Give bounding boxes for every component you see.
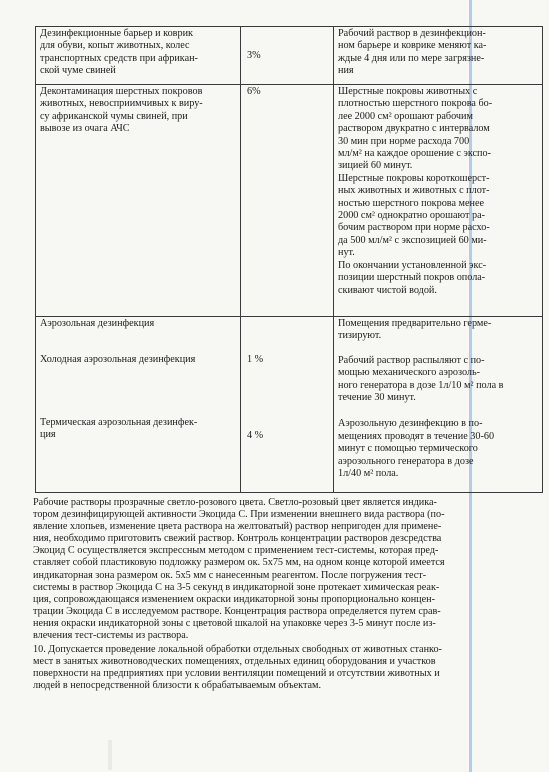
body-text [33, 497, 538, 693]
object-cell [36, 317, 241, 493]
concentration-value: 6% [247, 86, 261, 97]
text-line: людей в непосредственной близости к обрабатываемым объектам. [33, 680, 322, 692]
disinfection-table [35, 26, 543, 493]
text-line: нут. [338, 247, 355, 259]
method-cell [334, 27, 543, 85]
text-line: да 500 мл/м² с экспозицией 60 ми- [338, 234, 487, 246]
text-line: ного генератора в дозе 1л/10 м² пола в [338, 379, 504, 391]
object-cell [36, 27, 241, 85]
concentration-cell [241, 27, 334, 85]
text-line: трации Экоцида С в исследуемом растворе. Концентрация раствора определяется путем срав- [33, 605, 441, 617]
table-row [36, 27, 543, 85]
text-line: аэрозольного генератора в дозе [338, 455, 474, 467]
text-line: Рабочий раствор в дезинфекцион- [338, 28, 486, 39]
text-line: зицией 60 минут. [338, 160, 413, 172]
text-line: 10. Допускается проведение локальной обработки отдельных свободных от животных станко- [33, 644, 442, 656]
text-line: раствором двукратно с интервалом [338, 123, 490, 135]
table-row [36, 317, 543, 493]
text-line: ных животных и животных с плот- [338, 185, 490, 197]
text-line: мощью механического аэрозоль- [338, 367, 481, 379]
text-line: Экоцид С осуществляется экспрессным методом с применением тест-системы, которая пред- [33, 545, 439, 557]
object-cell [36, 85, 241, 317]
text-line: поверхности на предприятиях при условии вентиляции помещений и отсутствии животных и [33, 668, 440, 680]
text-line: влечения тест-системы из раствора. [33, 630, 189, 642]
concentration-cell [241, 317, 334, 493]
text-line: ставляет собой пластиковую подложку размером ок. 5x75 мм, на одном конце которой имеется [33, 557, 445, 569]
scan-mark [108, 740, 112, 770]
text-line: су африканской чумы свиней, при [40, 110, 188, 122]
text-line: скивают чистой водой. [338, 284, 437, 296]
text-line: ской чуме свиней [40, 65, 116, 77]
text-line: для обуви, копыт животных, колес [40, 40, 190, 52]
text-line: животных, невосприимчивых к виру- [40, 98, 203, 110]
text-line: вывозе из очага АЧС [40, 123, 130, 135]
method-cell [334, 85, 543, 317]
text-line: мест в занятых животноводческих помещениях, отдельных единиц оборудования и участков [33, 656, 436, 668]
text-line: ном барьере и коврике меняют ка- [338, 40, 487, 52]
text-line: Шерстные покровы животных с [338, 86, 478, 97]
concentration-value: 4 % [247, 430, 264, 442]
text-line: Деконтаминация шерстных покровов [40, 86, 203, 97]
text-line: Дезинфекционные барьер и коврик [40, 28, 193, 39]
text-line: Аэрозольную дезинфекцию в по- [338, 418, 483, 430]
text-line: Рабочий раствор распыляют с по- [338, 354, 485, 366]
cold-aerosol-label: Холодная аэрозольная дезинфекция [40, 354, 196, 366]
text-line: Шерстные покровы короткошерст- [338, 172, 490, 184]
table-row [36, 85, 543, 317]
text-line: позиции шерстный покров опола- [338, 272, 486, 284]
text-line: минут с помощью термического [338, 443, 478, 455]
text-line: ния [338, 65, 354, 77]
text-line: ностью шерстного покрова менее [338, 197, 485, 209]
text-line: мл/м² на каждое орошение с экспо- [338, 148, 491, 160]
paragraph [33, 497, 538, 642]
text-line: Помещения предварительно герме- [338, 318, 492, 329]
text-line: тором дезинфицирующей активности Экоцида С. При изменении внешнего вида раствора (по- [33, 509, 445, 521]
text-line: лее 2000 см² орошают рабочим [338, 110, 473, 122]
thermal-aerosol-label: ция [40, 429, 56, 441]
text-line: бочим раствором при норме расхо- [338, 222, 490, 234]
concentration-value: 3% [247, 50, 261, 61]
concentration-cell [241, 85, 334, 317]
text-line: 2000 см² однократно орошают ра- [338, 210, 485, 222]
text-line: течение 30 минут. [338, 392, 416, 404]
text-line: транспортных средств при африкан- [40, 52, 198, 64]
text-line: нения окраски индикаторной зоны с цветовой шкалой на упаковке через 3-5 минут после из- [33, 617, 436, 629]
text-line: тизируют. [338, 330, 382, 342]
aerosol-title: Аэрозольная дезинфекция [40, 318, 155, 329]
text-line: Рабочие растворы прозрачные светло-розового цвета. Светло-розовый цвет является индика- [33, 497, 437, 508]
text-line: ния, необходимо приготовить свежий раствор. Контроль концентрации растворов дезсредства [33, 533, 442, 545]
text-line: явление хлопьев, изменение цвета раствора на желтоватый) раствор непригоден для примене- [33, 521, 442, 533]
thermal-aerosol-label: Термическая аэрозольная дезинфек- [40, 416, 198, 428]
paragraph [33, 644, 538, 692]
text-line: плотностью шерстного покрова бо- [338, 98, 493, 110]
text-line: ция, сопровождающаяся изменением окраски индикаторной зоны пропорционально концен- [33, 593, 436, 605]
text-line: По окончании установленной экс- [338, 259, 487, 271]
text-line: системы в раствор Экоцида С на 3-5 секунд в индикаторной зоне протекает химическая реак- [33, 581, 440, 593]
text-line: ждые 4 дня или по мере загрязне- [338, 52, 485, 64]
concentration-value: 1 % [247, 354, 264, 365]
method-cell [334, 317, 543, 493]
text-line: мещениях проводят в течение 30-60 [338, 430, 495, 442]
text-line: 1л/40 м² пола. [338, 468, 399, 480]
text-line: 30 мин при норме расхода 700 [338, 135, 470, 147]
text-line: индикаторная зона размером ок. 5x5 мм с нанесенным реагентом. После погружения тест- [33, 569, 427, 581]
